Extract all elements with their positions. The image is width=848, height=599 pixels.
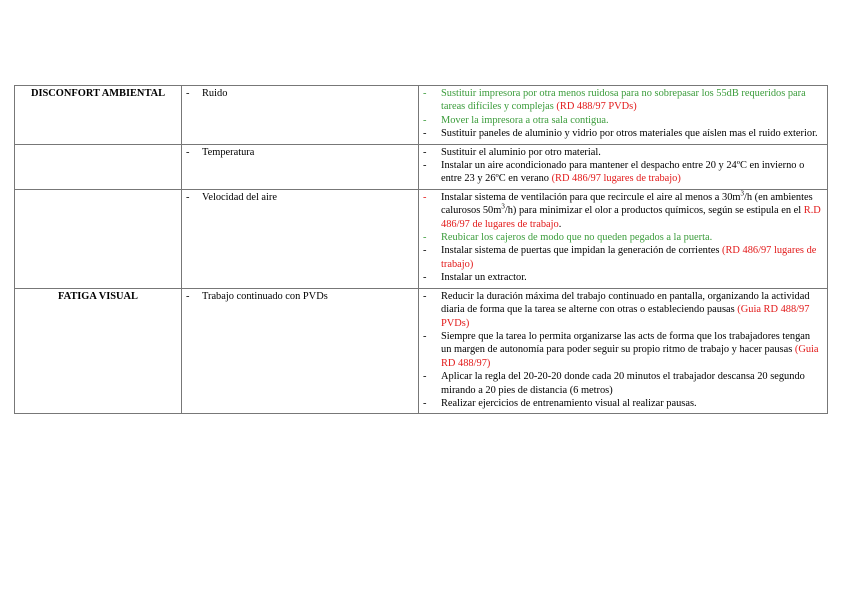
factor-label: Ruido xyxy=(202,88,228,99)
measure-bullet: - xyxy=(423,160,427,172)
measures-list xyxy=(423,87,823,141)
measure-bullet: - xyxy=(423,371,427,383)
factor-bullet: - xyxy=(186,191,190,203)
measure-bullet: - xyxy=(423,245,427,257)
measure-text: Instalar sistema de puertas que impidan la generación de corrientes xyxy=(441,245,723,257)
table-row xyxy=(15,86,828,145)
measure-text: /h (en ambientes calurosos 50m xyxy=(441,191,813,217)
category-cell: FATIGA VISUAL xyxy=(15,288,182,414)
measure-text: Sustituir paneles de aluminio y vidrio por otros materiales que aíslen mas el ruido exterior. xyxy=(441,128,818,140)
measure-bullet: - xyxy=(423,88,427,99)
factor-bullet: - xyxy=(186,146,190,158)
measure-bullet: - xyxy=(423,232,427,244)
measure-item xyxy=(423,370,823,397)
regulation-reference: (RD 488/97 PVDs) xyxy=(556,101,637,113)
regulation-reference: R.D 486/97 de lugares de trabajo xyxy=(441,205,821,230)
factor-cell xyxy=(182,189,419,288)
measure-item xyxy=(423,87,823,114)
measure-text: Sustituir el aluminio por otro material. xyxy=(441,146,601,158)
table-row xyxy=(15,144,828,189)
measure-bullet: - xyxy=(423,191,427,203)
regulation-reference: (Guia RD 488/97 PVDs) xyxy=(441,304,810,329)
measure-text: Reubicar los cajeros de modo que no queden pegados a la puerta. xyxy=(441,232,713,244)
category-cell xyxy=(15,144,182,189)
measure-bullet: - xyxy=(423,128,427,140)
measure-text: Reducir la duración máxima del trabajo continuado en pantalla, organizando la actividad diaria de forma que la tarea se alterne con otras o estableciendo pausas xyxy=(441,290,810,316)
factor-cell xyxy=(182,144,419,189)
measure-item xyxy=(423,159,823,186)
measure-text: Mover la impresora a otra sala contigua. xyxy=(441,114,609,126)
measures-cell xyxy=(419,288,828,414)
measures-list xyxy=(423,146,823,186)
measure-text: /h) para minimizar el olor a productos químicos, según se estipula en el xyxy=(504,205,804,217)
measures-cell xyxy=(419,144,828,189)
measure-text: Instalar un aire acondicionado para mantener el despacho entre 20 y 24ºC en invierno o entre 23 y 26ºC en verano xyxy=(441,160,805,185)
category-cell: DISCONFORT AMBIENTAL xyxy=(15,86,182,145)
measures-list xyxy=(423,191,823,285)
factor-cell xyxy=(182,86,419,145)
measure-text: Siempre que la tarea lo permita organizarse las acts de forma que los trabajadores tengan un margen de autonomía para poder seguir su propio ritmo de trabajo y hacer pausas xyxy=(441,330,811,356)
factor-label: Trabajo continuado con PVDs xyxy=(202,290,328,302)
table-row xyxy=(15,288,828,414)
measure-text: . xyxy=(558,218,562,230)
measure-text: Instalar sistema de ventilación para que recircule el aire al menos a 30m xyxy=(441,191,741,203)
measure-bullet: - xyxy=(423,330,427,342)
measure-item xyxy=(423,127,823,140)
measure-item xyxy=(423,244,823,271)
measure-text: Sustituir impresora por otra menos ruidosa para no sobrepasar los 55dB requeridos para tareas difíciles y complejas xyxy=(441,88,806,113)
regulation-reference: (RD 486/97 lugares de trabajo) xyxy=(551,173,681,185)
measure-bullet: - xyxy=(423,272,427,284)
measures-cell xyxy=(419,189,828,288)
measure-item xyxy=(423,271,823,284)
table-body xyxy=(15,86,828,414)
measure-item xyxy=(423,330,823,370)
table-row xyxy=(15,189,828,288)
risk-measures-table xyxy=(14,85,828,414)
category-cell xyxy=(15,189,182,288)
measures-cell xyxy=(419,86,828,145)
measure-item xyxy=(423,231,823,244)
factor-bullet: - xyxy=(186,88,190,99)
measure-item xyxy=(423,114,823,127)
measures-list xyxy=(423,290,823,411)
measure-bullet: - xyxy=(423,114,427,126)
measure-bullet: - xyxy=(423,146,427,158)
measure-item xyxy=(423,290,823,330)
measure-text: Realizar ejercicios de entrenamiento visual al realizar pausas. xyxy=(441,397,697,409)
measure-text: Instalar un extractor. xyxy=(441,272,527,284)
measure-item xyxy=(423,146,823,159)
measure-bullet: - xyxy=(423,290,427,302)
measure-item xyxy=(423,191,823,231)
measure-bullet: - xyxy=(423,397,427,409)
factor-label: Temperatura xyxy=(202,146,255,158)
superscript: 3 xyxy=(501,202,505,211)
factor-label: Velocidad del aire xyxy=(202,191,278,203)
superscript: 3 xyxy=(740,189,744,198)
factor-cell xyxy=(182,288,419,414)
measure-item xyxy=(423,397,823,410)
measure-text: Aplicar la regla del 20-20-20 donde cada 20 minutos el trabajador descansa 20 segundo mirando a 20 pies de distancia (6 metros) xyxy=(441,371,805,396)
regulation-reference: (RD 486/97 lugares de trabajo) xyxy=(441,245,817,270)
regulation-reference: (Guia RD 488/97) xyxy=(441,344,819,369)
factor-bullet: - xyxy=(186,290,190,302)
